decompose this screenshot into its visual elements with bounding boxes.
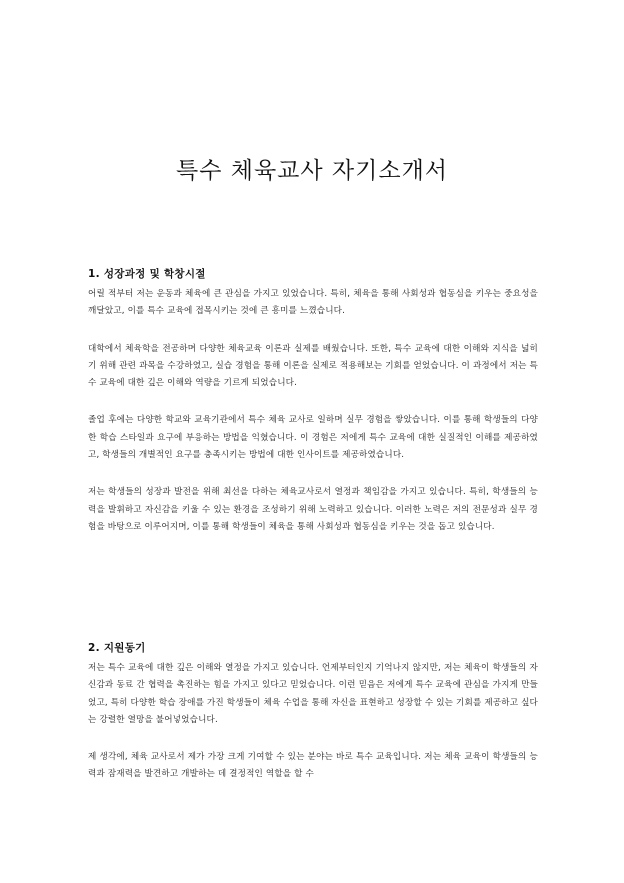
paragraph: 어릴 적부터 저는 운동과 체육에 큰 관심을 가지고 있었습니다. 특히, 체육을 통해 사회성과 협동심을 키우는 중요성을 깨달았고, 이를 특수 교육에 접목시키는 것에 큰 흥미를 느꼈습니다. — [88, 289, 538, 317]
paragraph: 저는 특수 교육에 대한 깊은 이해와 열정을 가지고 있습니다. 언제부터인지 기억나지 않지만, 저는 체육이 학생들의 자신감과 동료 간 협력을 촉진하는 힘을 가지고 있다고 믿었습니다. 이런 믿음은 저에게 특수 교육에 관심을 가지게 만들었고, 특히 다양한 학습 장애를 가진 학생들이 체육 수업을 통해 자신을 표현하고 성장할 수 있는 기회를 제공하고 싶다는 강렬한 열망을 불어넣었습니다. — [88, 663, 538, 725]
section-heading: 1. 성장과정 및 학창시절 — [88, 268, 206, 280]
document-title: 특수 체육교사 자기소개서 — [175, 158, 449, 184]
section-motivation — [88, 640, 538, 784]
paragraph: 졸업 후에는 다양한 학교와 교육기관에서 특수 체육 교사로 일하며 실무 경험을 쌓았습니다. 이를 통해 학생들의 다양한 학습 스타일과 요구에 부응하는 방법을 익혔습니다. 이 경험은 저에게 특수 교육에 대한 실질적인 이해를 제공하였고, 학생들의 개별적인 요구를 충족시키는 방법에 대한 인사이트를 제공하였습니다. — [88, 415, 538, 461]
section-growth-background — [88, 266, 538, 536]
paragraph: 저는 학생들의 성장과 발전을 위해 최선을 다하는 체육교사로서 열정과 책임감을 가지고 있습니다. 특히, 학생들의 능력을 발휘하고 자신감을 키울 수 있는 환경을 조성하기 위해 노력하고 있습니다. 이러한 노력은 저의 전문성과 실무 경험을 바탕으로 이루어지며, 이를 통해 학생들이 체육을 통해 사회성과 협동심을 키우는 것을 돕고 있습니다. — [88, 487, 538, 532]
paragraph: 대학에서 체육학을 전공하며 다양한 체육교육 이론과 실제를 배웠습니다. 또한, 특수 교육에 대한 이해와 지식을 넓히기 위해 관련 과목을 수강하였고, 실습 경험을 통해 이론을 실제로 적용해보는 기회를 얻었습니다. 이 과정에서 저는 특수 교육에 대한 깊은 이해와 역량을 기르게 되었습니다. — [88, 343, 538, 389]
section-heading: 2. 지원동기 — [88, 642, 146, 654]
paragraph: 제 생각에, 체육 교사로서 제가 가장 크게 기여할 수 있는 분야는 바로 특수 교육입니다. 저는 체육 교육이 학생들의 능력과 잠재력을 발견하고 개발하는 데 결정적인 역할을 할 수 — [88, 752, 538, 780]
